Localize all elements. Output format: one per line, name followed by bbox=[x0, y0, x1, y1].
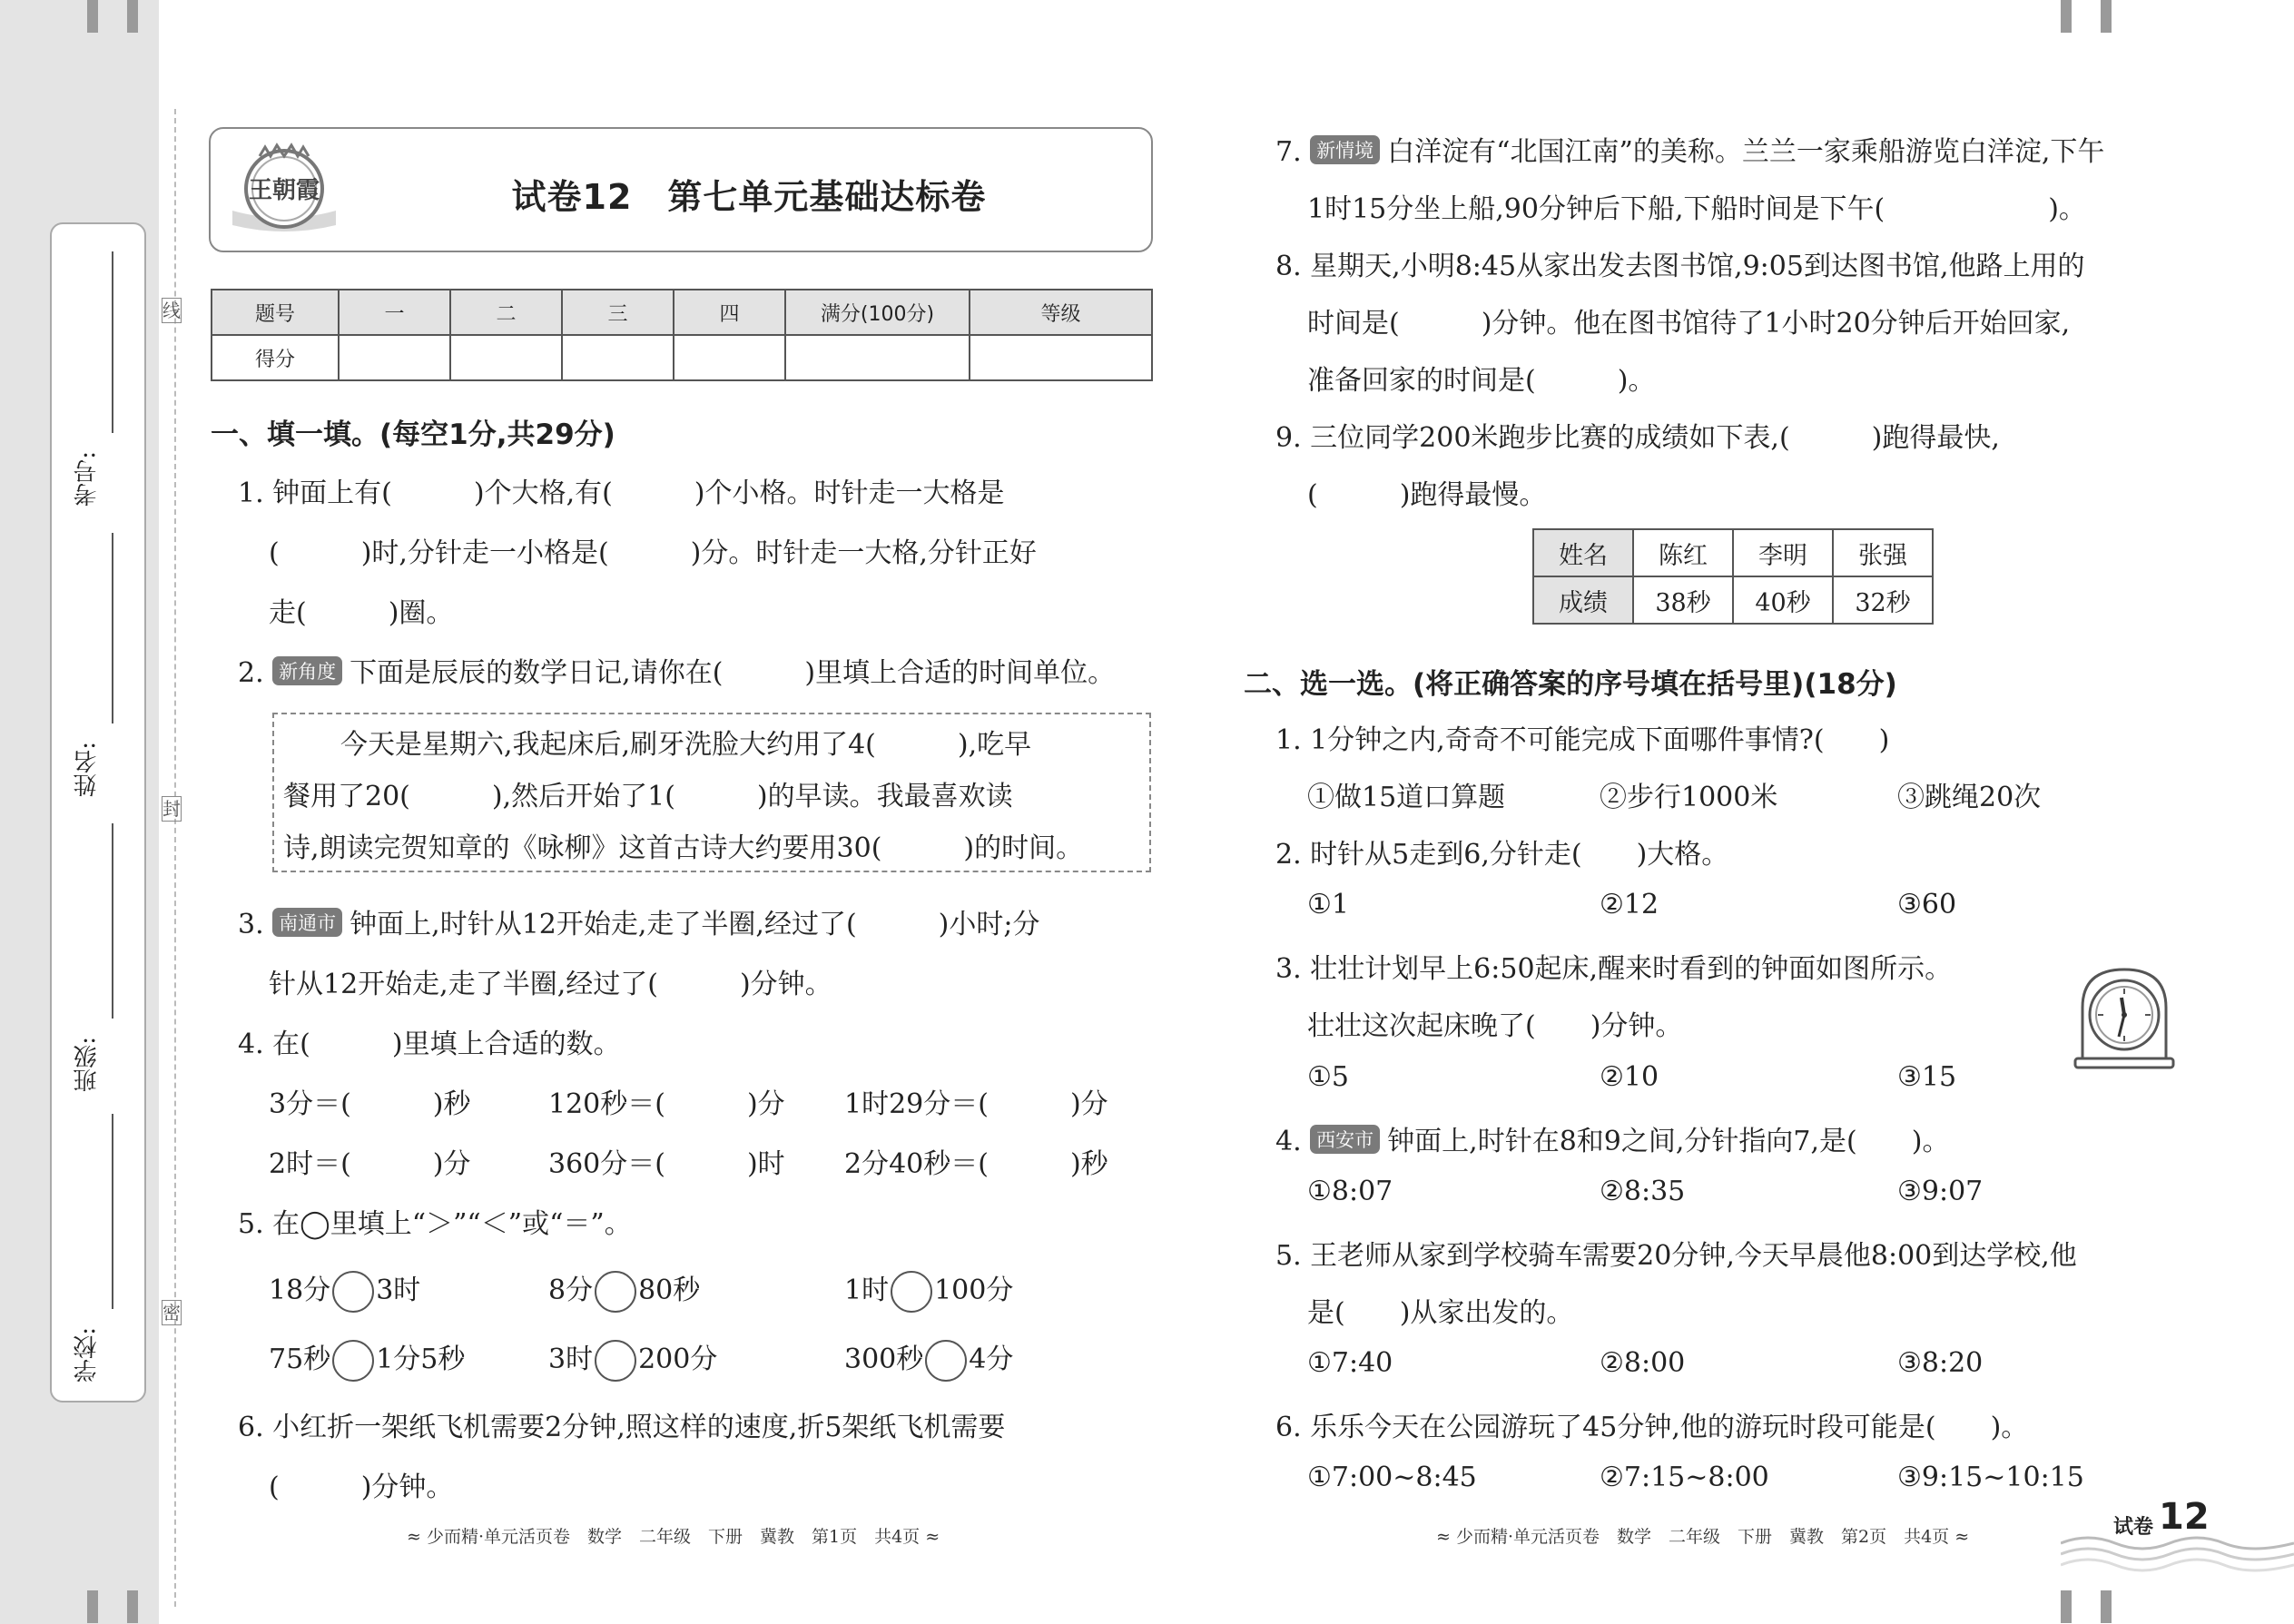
question-3-text: 钟面上,时针从12开始走,走了半圈,经过了( )小时;分 bbox=[350, 909, 1040, 940]
conversion: 1时29分＝( )分 bbox=[844, 1088, 1108, 1120]
compare-item bbox=[269, 1336, 465, 1382]
cut-mark-secret: 密 bbox=[162, 1302, 181, 1324]
table-row bbox=[1533, 576, 1933, 624]
option[interactable]: ③15 bbox=[1897, 1061, 1957, 1093]
question-9-line-2: ( )跑得最慢。 bbox=[1307, 479, 1547, 511]
compare-right: 200分 bbox=[638, 1343, 718, 1375]
table-cell: 张强 bbox=[1833, 529, 1933, 576]
question-7-line-2: 1时15分坐上船,90分钟后下船,下船时间是下午( )。 bbox=[1307, 193, 2086, 225]
race-results-table bbox=[1532, 528, 1934, 625]
compare-item bbox=[844, 1336, 1013, 1382]
table-cell: 四 bbox=[674, 290, 785, 335]
conversion: 3分＝( )秒 bbox=[269, 1088, 471, 1120]
option[interactable]: ③60 bbox=[1897, 889, 1957, 920]
option[interactable]: ①5 bbox=[1307, 1061, 1349, 1093]
score-cell[interactable] bbox=[785, 335, 970, 380]
publisher-logo bbox=[225, 136, 343, 243]
choice-question-6: 6. 乐乐今天在公园游玩了45分钟,他的游玩时段可能是( )。 bbox=[1275, 1412, 2029, 1443]
score-cell[interactable] bbox=[674, 335, 785, 380]
diary-line-3: 诗,朗读完贺知章的《咏柳》这首古诗大约要用30( )的时间。 bbox=[283, 832, 1084, 864]
score-table-header bbox=[212, 290, 1152, 335]
table-cell: 题号 bbox=[212, 290, 339, 335]
table-cell: 32秒 bbox=[1833, 576, 1933, 624]
score-cell[interactable] bbox=[562, 335, 674, 380]
margin-mark bbox=[127, 1590, 138, 1623]
class-field[interactable] bbox=[70, 814, 143, 1096]
table-cell: 姓名 bbox=[1533, 529, 1633, 576]
option[interactable]: ②8:35 bbox=[1600, 1176, 1686, 1207]
margin-mark bbox=[2061, 1590, 2072, 1623]
option[interactable]: ①7:00~8:45 bbox=[1307, 1462, 1477, 1493]
table-cell: 李明 bbox=[1733, 529, 1833, 576]
compare-circle[interactable] bbox=[595, 1340, 636, 1382]
question-2 bbox=[238, 650, 1115, 690]
table-cell: 二 bbox=[450, 290, 562, 335]
question-number: 7. bbox=[1275, 136, 1302, 168]
table-cell: 成绩 bbox=[1533, 576, 1633, 624]
option[interactable]: ①7:40 bbox=[1307, 1347, 1393, 1379]
compare-item bbox=[844, 1267, 1013, 1313]
compare-left: 300秒 bbox=[844, 1343, 924, 1375]
tag-badge: 新角度 bbox=[272, 656, 342, 685]
table-cell: 等级 bbox=[970, 290, 1152, 335]
option[interactable]: ①8:07 bbox=[1307, 1176, 1393, 1207]
conversion: 360分＝( )时 bbox=[548, 1148, 785, 1180]
table-row bbox=[1533, 529, 1933, 576]
score-table-row bbox=[212, 335, 1152, 380]
name-line bbox=[112, 533, 113, 723]
school-line bbox=[112, 1114, 113, 1309]
margin-mark bbox=[87, 1590, 98, 1623]
question-7-line-1 bbox=[1275, 129, 2104, 169]
option[interactable]: ②8:00 bbox=[1600, 1347, 1686, 1379]
question-8-line-1: 8. 星期天,小明8:45从家出发去图书馆,9:05到达图书馆,他路上用的 bbox=[1275, 251, 2085, 282]
table-cell: 满分(100分) bbox=[785, 290, 970, 335]
choice-question-5-line-2: 是( )从家出发的。 bbox=[1307, 1297, 1574, 1329]
margin-mark bbox=[127, 0, 138, 33]
option[interactable]: ②12 bbox=[1600, 889, 1659, 920]
question-1-line-2: ( )时,分针走一小格是( )分。时针走一大格,分针正好 bbox=[269, 537, 1037, 569]
compare-left: 1时 bbox=[844, 1275, 890, 1306]
section-2-heading: 二、选一选。(将正确答案的序号填在括号里)(18分) bbox=[1244, 668, 1897, 701]
question-1-line-1: 1. 钟面上有( )个大格,有( )个小格。时针走一大格是 bbox=[238, 477, 1005, 509]
compare-left: 75秒 bbox=[269, 1343, 331, 1375]
table-cell: 三 bbox=[562, 290, 674, 335]
compare-right: 1分5秒 bbox=[376, 1343, 466, 1375]
margin-mark bbox=[2101, 1590, 2112, 1623]
cut-mark-line: 线 bbox=[162, 300, 181, 321]
compare-right: 4分 bbox=[969, 1343, 1014, 1375]
compare-left: 8分 bbox=[548, 1275, 594, 1306]
cut-mark-seal: 封 bbox=[162, 798, 181, 820]
question-number: 2. bbox=[238, 657, 264, 689]
compare-circle[interactable] bbox=[332, 1340, 374, 1382]
tag-badge: 西安市 bbox=[1310, 1125, 1380, 1154]
compare-circle[interactable] bbox=[891, 1271, 932, 1313]
name-label: 姓名: bbox=[74, 742, 101, 797]
compare-item bbox=[548, 1267, 700, 1313]
cut-line bbox=[174, 109, 176, 1607]
page-title: 试卷12 第七单元基础达标卷 bbox=[511, 177, 987, 217]
school-label: 学校: bbox=[74, 1327, 101, 1383]
choice-question-4 bbox=[1275, 1118, 1949, 1158]
question-number: 3. bbox=[238, 909, 264, 940]
question-8-line-3: 准备回家的时间是( )。 bbox=[1307, 365, 1656, 397]
table-cell: 得分 bbox=[212, 335, 339, 380]
compare-right: 100分 bbox=[934, 1275, 1014, 1306]
question-7-text: 白洋淀有“北国江南”的美称。兰兰一家乘船游览白洋淀,下午 bbox=[1387, 136, 2105, 168]
option[interactable]: ③9:07 bbox=[1897, 1176, 1984, 1207]
question-8-line-2: 时间是( )分钟。他在图书馆待了1小时20分钟后开始回家, bbox=[1307, 308, 2071, 340]
question-3-line-1 bbox=[238, 901, 1039, 941]
choice-question-5-line-1: 5. 王老师从家到学校骑车需要20分钟,今天早晨他8:00到达学校,他 bbox=[1275, 1240, 2077, 1272]
compare-item bbox=[269, 1267, 420, 1313]
score-table bbox=[211, 289, 1153, 381]
choice-question-4-text: 钟面上,时针在8和9之间,分针指向7,是( )。 bbox=[1387, 1126, 1950, 1157]
exam-no-label: 考号: bbox=[74, 451, 101, 507]
class-label: 班级: bbox=[74, 1037, 101, 1092]
score-cell[interactable] bbox=[339, 335, 450, 380]
option[interactable]: ①1 bbox=[1307, 889, 1349, 920]
table-cell: 40秒 bbox=[1733, 576, 1833, 624]
school-field[interactable] bbox=[70, 1105, 143, 1386]
name-field[interactable] bbox=[70, 524, 143, 805]
diary-line-1: 今天是星期六,我起床后,刷牙洗脸大约用了4( ),吃早 bbox=[340, 729, 1032, 761]
option[interactable]: ②7:15~8:00 bbox=[1600, 1462, 1769, 1493]
question-4: 4. 在( )里填上合适的数。 bbox=[238, 1029, 621, 1060]
section-1-heading: 一、填一填。(每空1分,共29分) bbox=[211, 418, 615, 451]
option[interactable]: ③9:15~10:15 bbox=[1897, 1462, 2084, 1493]
conversion: 120秒＝( )分 bbox=[548, 1088, 785, 1120]
question-number: 4. bbox=[1275, 1126, 1302, 1157]
option[interactable]: ②10 bbox=[1600, 1061, 1659, 1093]
exam-no-field[interactable] bbox=[70, 242, 143, 515]
table-cell: 一 bbox=[339, 290, 450, 335]
conversion: 2分40秒＝( )秒 bbox=[844, 1148, 1108, 1180]
compare-item bbox=[548, 1336, 717, 1382]
choice-question-1: 1. 1分钟之内,奇奇不可能完成下面哪件事情?( ) bbox=[1275, 724, 1890, 756]
alarm-clock-icon bbox=[2072, 964, 2177, 1073]
question-5: 5. 在◯里填上“＞”“＜”或“＝”。 bbox=[238, 1208, 632, 1240]
svg-text:王朝霞: 王朝霞 bbox=[248, 177, 320, 204]
option[interactable]: ③跳绳20次 bbox=[1897, 782, 2042, 813]
student-info-box bbox=[50, 222, 146, 1403]
corner-label: 试卷 bbox=[2113, 1516, 2154, 1539]
question-6-line-2: ( )分钟。 bbox=[269, 1471, 454, 1503]
option[interactable]: ①做15道口算题 bbox=[1307, 782, 1506, 813]
choice-question-2: 2. 时针从5走到6,分针走( )大格。 bbox=[1275, 839, 1729, 871]
compare-right: 3时 bbox=[376, 1275, 421, 1306]
choice-question-3-line-1: 3. 壮壮计划早上6:50起床,醒来时看到的钟面如图所示。 bbox=[1275, 953, 1953, 985]
option[interactable]: ②步行1000米 bbox=[1600, 782, 1778, 813]
compare-circle[interactable] bbox=[595, 1271, 636, 1313]
question-1-line-3: 走( )圈。 bbox=[269, 597, 454, 629]
footer-left: ≈ 少而精·单元活页卷 数学 二年级 下册 冀教 第1页 共4页 ≈ bbox=[407, 1527, 940, 1547]
compare-left: 3时 bbox=[548, 1343, 594, 1375]
compare-left: 18分 bbox=[269, 1275, 331, 1306]
class-line bbox=[112, 823, 113, 1019]
question-2-text: 下面是辰辰的数学日记,请你在( )里填上合适的时间单位。 bbox=[350, 657, 1116, 689]
table-cell: 陈红 bbox=[1633, 529, 1733, 576]
score-cell[interactable] bbox=[970, 335, 1152, 380]
exam-no-line bbox=[112, 251, 113, 433]
corner-number: 12 bbox=[2159, 1496, 2210, 1538]
compare-circle[interactable] bbox=[332, 1271, 374, 1313]
score-cell[interactable] bbox=[450, 335, 562, 380]
question-3-line-2: 针从12开始走,走了半圈,经过了( )分钟。 bbox=[269, 969, 832, 1000]
margin-mark bbox=[2101, 0, 2112, 33]
tag-badge: 新情境 bbox=[1310, 135, 1380, 164]
diary-line-2: 餐用了20( ),然后开始了1( )的早读。我最喜欢读 bbox=[283, 781, 1013, 812]
tag-badge: 南通市 bbox=[272, 908, 342, 937]
compare-right: 80秒 bbox=[638, 1275, 701, 1306]
question-6-line-1: 6. 小红折一架纸飞机需要2分钟,照这样的速度,折5架纸飞机需要 bbox=[238, 1412, 1006, 1443]
margin-mark bbox=[2061, 0, 2072, 33]
compare-circle[interactable] bbox=[925, 1340, 967, 1382]
footer-right: ≈ 少而精·单元活页卷 数学 二年级 下册 冀教 第2页 共4页 ≈ bbox=[1436, 1527, 1970, 1547]
choice-question-3-line-2: 壮壮这次起床晚了( )分钟。 bbox=[1307, 1010, 1683, 1042]
table-cell: 38秒 bbox=[1633, 576, 1733, 624]
conversion: 2时＝( )分 bbox=[269, 1148, 471, 1180]
option[interactable]: ③8:20 bbox=[1897, 1347, 1984, 1379]
margin-mark bbox=[87, 0, 98, 33]
question-9-line-1: 9. 三位同学200米跑步比赛的成绩如下表,( )跑得最快, bbox=[1275, 422, 2000, 454]
